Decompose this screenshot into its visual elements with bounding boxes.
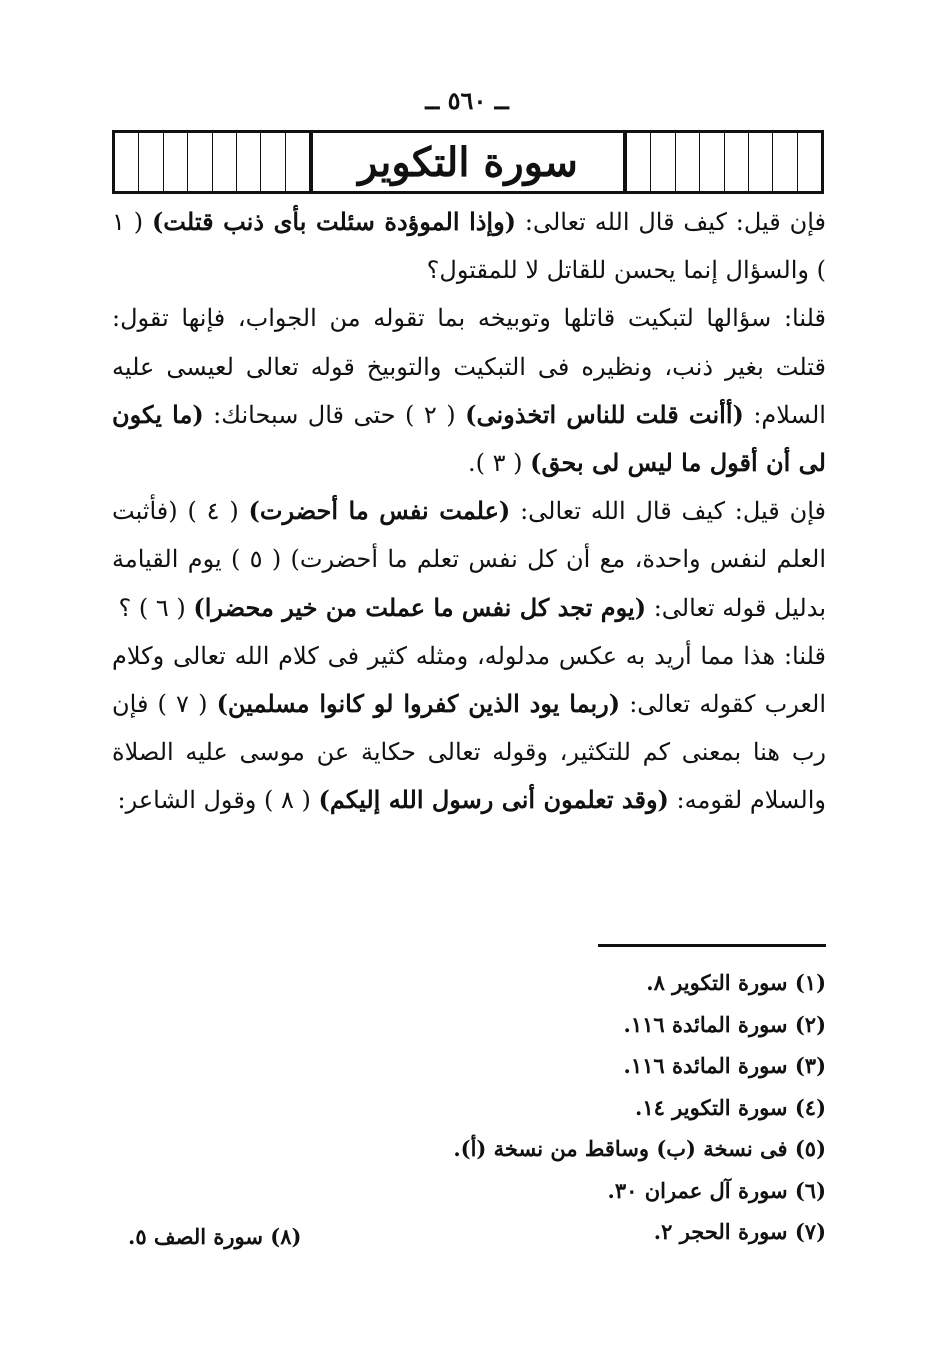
text-run: ( ٧ ) فإن رب هنا بمعنى كم للتكثير، وقوله تعالى حكاية عن موسى عليه الصلاة والسلام لقومه:	[112, 690, 826, 815]
paragraph-1	[112, 198, 826, 294]
footnote: (٥) فى نسخة (ب) وساقط من نسخة (أ).	[453, 1136, 826, 1161]
footnote: (٢) سورة المائدة ١١٦.	[623, 1011, 826, 1037]
quran-quote: (ما يكون لى أن أقول ما ليس لى بحق)	[112, 399, 826, 478]
page-number: ــ ٥٦٠ ــ	[425, 86, 509, 115]
quran-quote: (ربما يود الذين كفروا لو كانوا مسلمين)	[216, 689, 621, 719]
text-run: ( ٣ ).	[467, 449, 531, 478]
surah-title-banner	[112, 130, 824, 194]
footnote: (١) سورة التكوير ٨.	[646, 970, 826, 995]
text-run: قلنا: سؤالها لتبكيت قاتلها وتوبيخه بما تقوله من الجواب، فإنها تقول: قتلت بغير ذنب، ونظيره فى التبكيت والتوبيخ قوله تعالى لعيسى عليه السلام:	[112, 304, 826, 429]
text-run: ( ٦ ) ؟	[118, 593, 194, 622]
quran-quote: (علمت نفس ما أحضرت)	[248, 496, 511, 526]
footnotes	[453, 962, 826, 1253]
paragraph-3	[112, 487, 826, 632]
text-run: ( ٨ ) وقول الشاعر:	[117, 786, 319, 815]
footnote: (٦) سورة آل عمران ٣٠.	[607, 1177, 826, 1203]
quran-quote: (وإذا الموؤدة سئلت بأى ذنب قتلت)	[151, 207, 517, 236]
text-run: فإن قيل: كيف قال الله تعالى:	[510, 497, 826, 526]
text-run: ( ١ ) والسؤال إنما يحسن للقاتل لا للمقتول؟	[112, 208, 826, 285]
paragraph-2	[112, 294, 826, 487]
text-run: ( ٤ ) (فأثبت العلم لنفس واحدة، مع أن كل نفس تعلم ما أحضرت) ( ٥ ) يوم القيامة بدليل قوله تعالى:	[112, 497, 826, 622]
paragraph-4	[112, 632, 826, 825]
banner-ornament-left	[115, 133, 310, 191]
text-run: قلنا: هذا مما أريد به عكس مدلوله، ومثله كثير فى كلام الله تعالى وكلام العرب كقوله تعالى:	[112, 641, 826, 719]
footnote: (٤) سورة التكوير ١٤.	[635, 1094, 826, 1120]
quran-quote: (وقد تعلمون أنى رسول الله إليكم)	[318, 785, 669, 815]
footnote-8: (٨) سورة الصف ٥.	[128, 1224, 302, 1249]
banner-ornament-right	[626, 133, 821, 191]
surah-title: سورة التكوير	[310, 133, 626, 191]
text-run: فإن قيل: كيف قال الله تعالى:	[516, 208, 826, 236]
quran-quote: (أأنت قلت للناس اتخذونى)	[465, 399, 744, 429]
footnote: (٧) سورة الحجر ٢.	[653, 1219, 826, 1244]
quran-quote: (يوم تجد كل نفس ما عملت من خير محضرا)	[193, 592, 647, 622]
footnote-divider	[598, 944, 826, 947]
text-run: ( ٢ ) حتى قال سبحانك:	[203, 400, 466, 429]
main-text	[112, 198, 826, 825]
footnote: (٣) سورة المائدة ١١٦.	[623, 1053, 826, 1078]
